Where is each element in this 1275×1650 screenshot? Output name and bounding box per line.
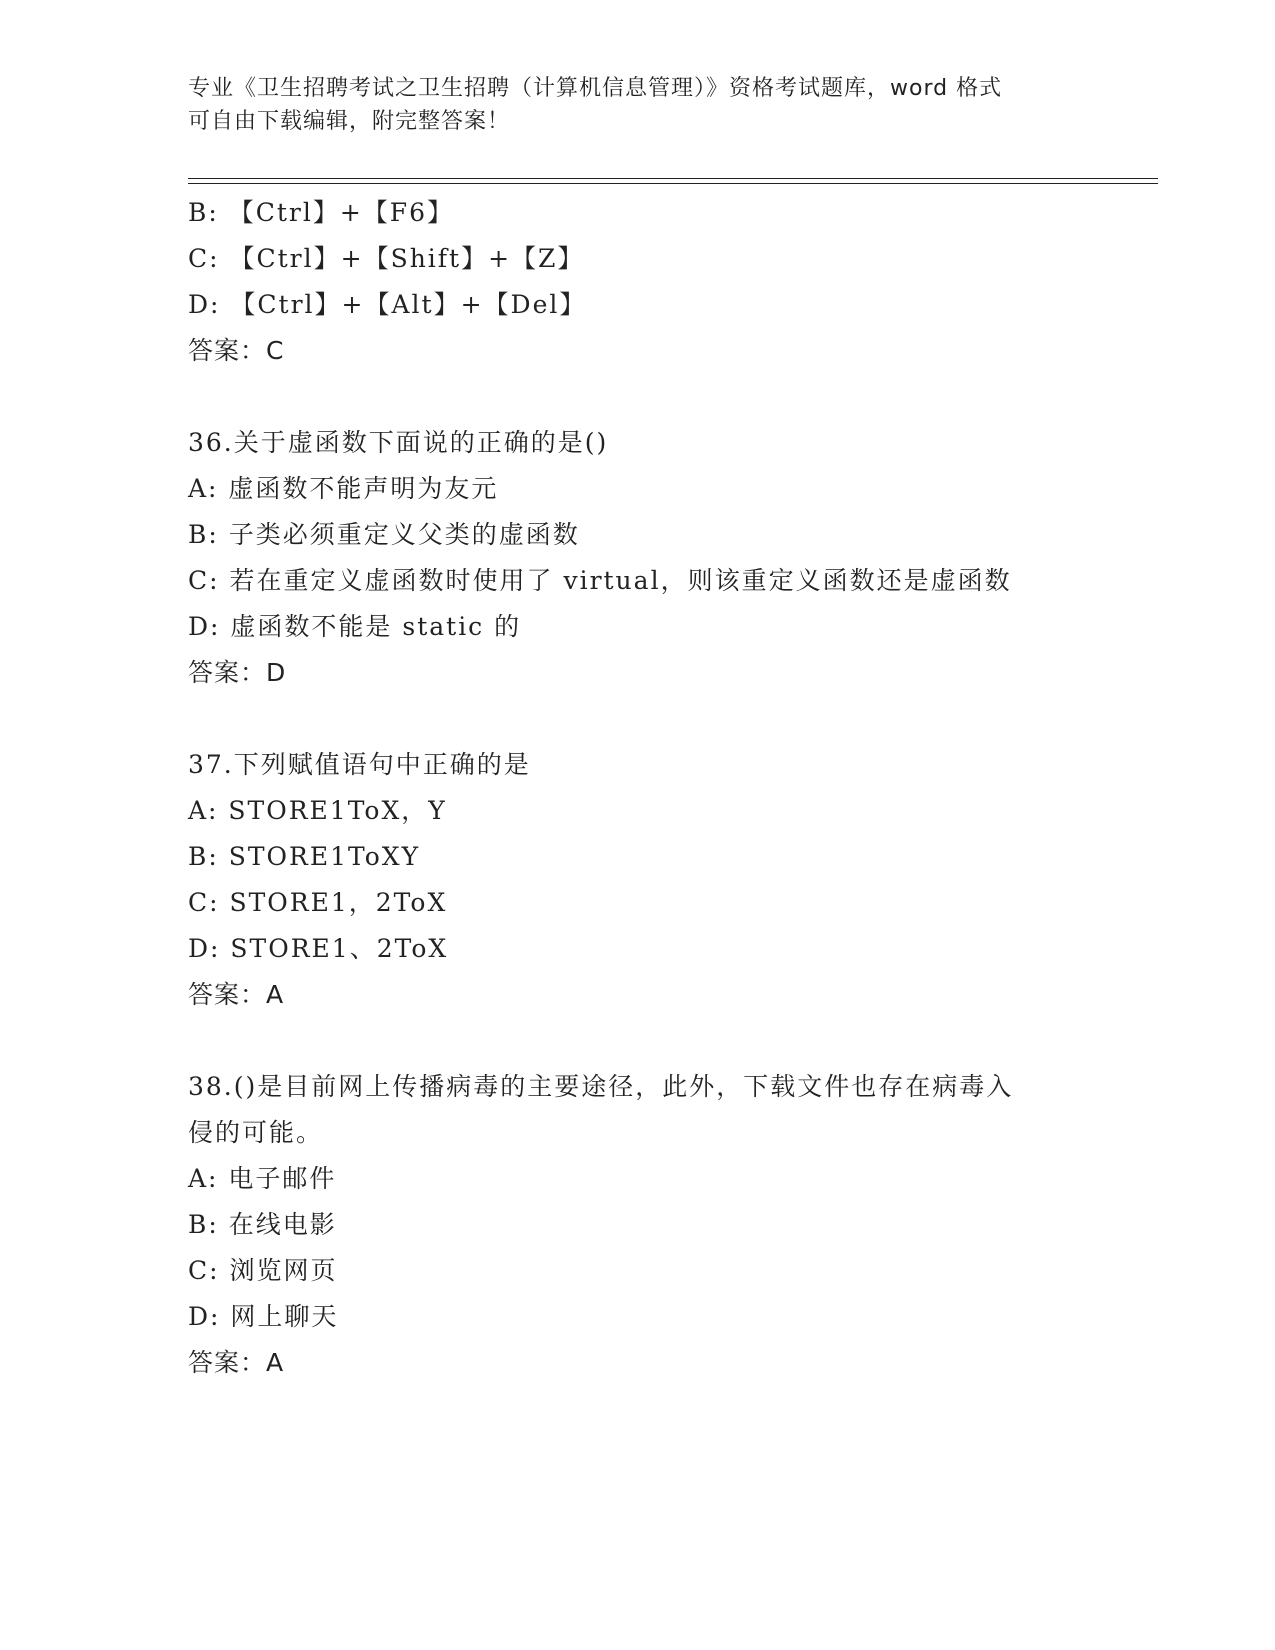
option-b: B: 在线电影 — [188, 1210, 337, 1239]
option-d: D: 网上聊天 — [188, 1302, 339, 1331]
header-divider-bottom — [188, 183, 1158, 184]
option-d: D: STORE1、2ToX — [188, 934, 449, 963]
question-37 — [188, 742, 1088, 1018]
option-d: D: 虚函数不能是 static 的 — [188, 612, 522, 641]
question-stem-line-2: 侵的可能。 — [188, 1118, 324, 1147]
option-b: B: 子类必须重定义父类的虚函数 — [188, 520, 580, 549]
question-stem: 37.下列赋值语句中正确的是 — [188, 750, 531, 779]
option-d: D: 【Ctrl】+【Alt】+【Del】 — [188, 290, 587, 319]
answer: 答案：D — [188, 658, 287, 687]
option-a: A: 电子邮件 — [188, 1164, 337, 1193]
question-stem-line-1: 38.()是目前网上传播病毒的主要途径，此外，下载文件也存在病毒入 — [188, 1072, 1014, 1101]
question-35-continued — [188, 190, 1088, 374]
question-stem: 36.关于虚函数下面说的正确的是() — [188, 428, 609, 457]
header-line-1: 专业《卫生招聘考试之卫生招聘（计算机信息管理）》资格考试题库，word 格式 — [188, 76, 1003, 101]
spacer — [188, 696, 1088, 742]
option-a: A: STORE1ToX，Y — [188, 796, 447, 825]
document-header — [188, 72, 1088, 138]
question-38 — [188, 1064, 1088, 1386]
question-36 — [188, 420, 1088, 696]
spacer — [188, 374, 1088, 420]
header-line-2: 可自由下载编辑，附完整答案！ — [188, 109, 511, 134]
option-c: C: STORE1，2ToX — [188, 888, 448, 917]
document-body — [188, 190, 1088, 1386]
option-c: C: 【Ctrl】+【Shift】+【Z】 — [188, 244, 585, 273]
option-c: C: 若在重定义虚函数时使用了 virtual，则该重定义函数还是虚函数 — [188, 566, 1012, 595]
option-b: B: STORE1ToXY — [188, 842, 421, 871]
header-divider-top — [188, 178, 1158, 179]
answer: 答案：A — [188, 980, 285, 1009]
answer: 答案：C — [188, 336, 285, 365]
spacer — [188, 1018, 1088, 1064]
answer: 答案：A — [188, 1348, 285, 1377]
option-b: B: 【Ctrl】+【F6】 — [188, 198, 455, 227]
option-a: A: 虚函数不能声明为友元 — [188, 474, 499, 503]
option-c: C: 浏览网页 — [188, 1256, 338, 1285]
